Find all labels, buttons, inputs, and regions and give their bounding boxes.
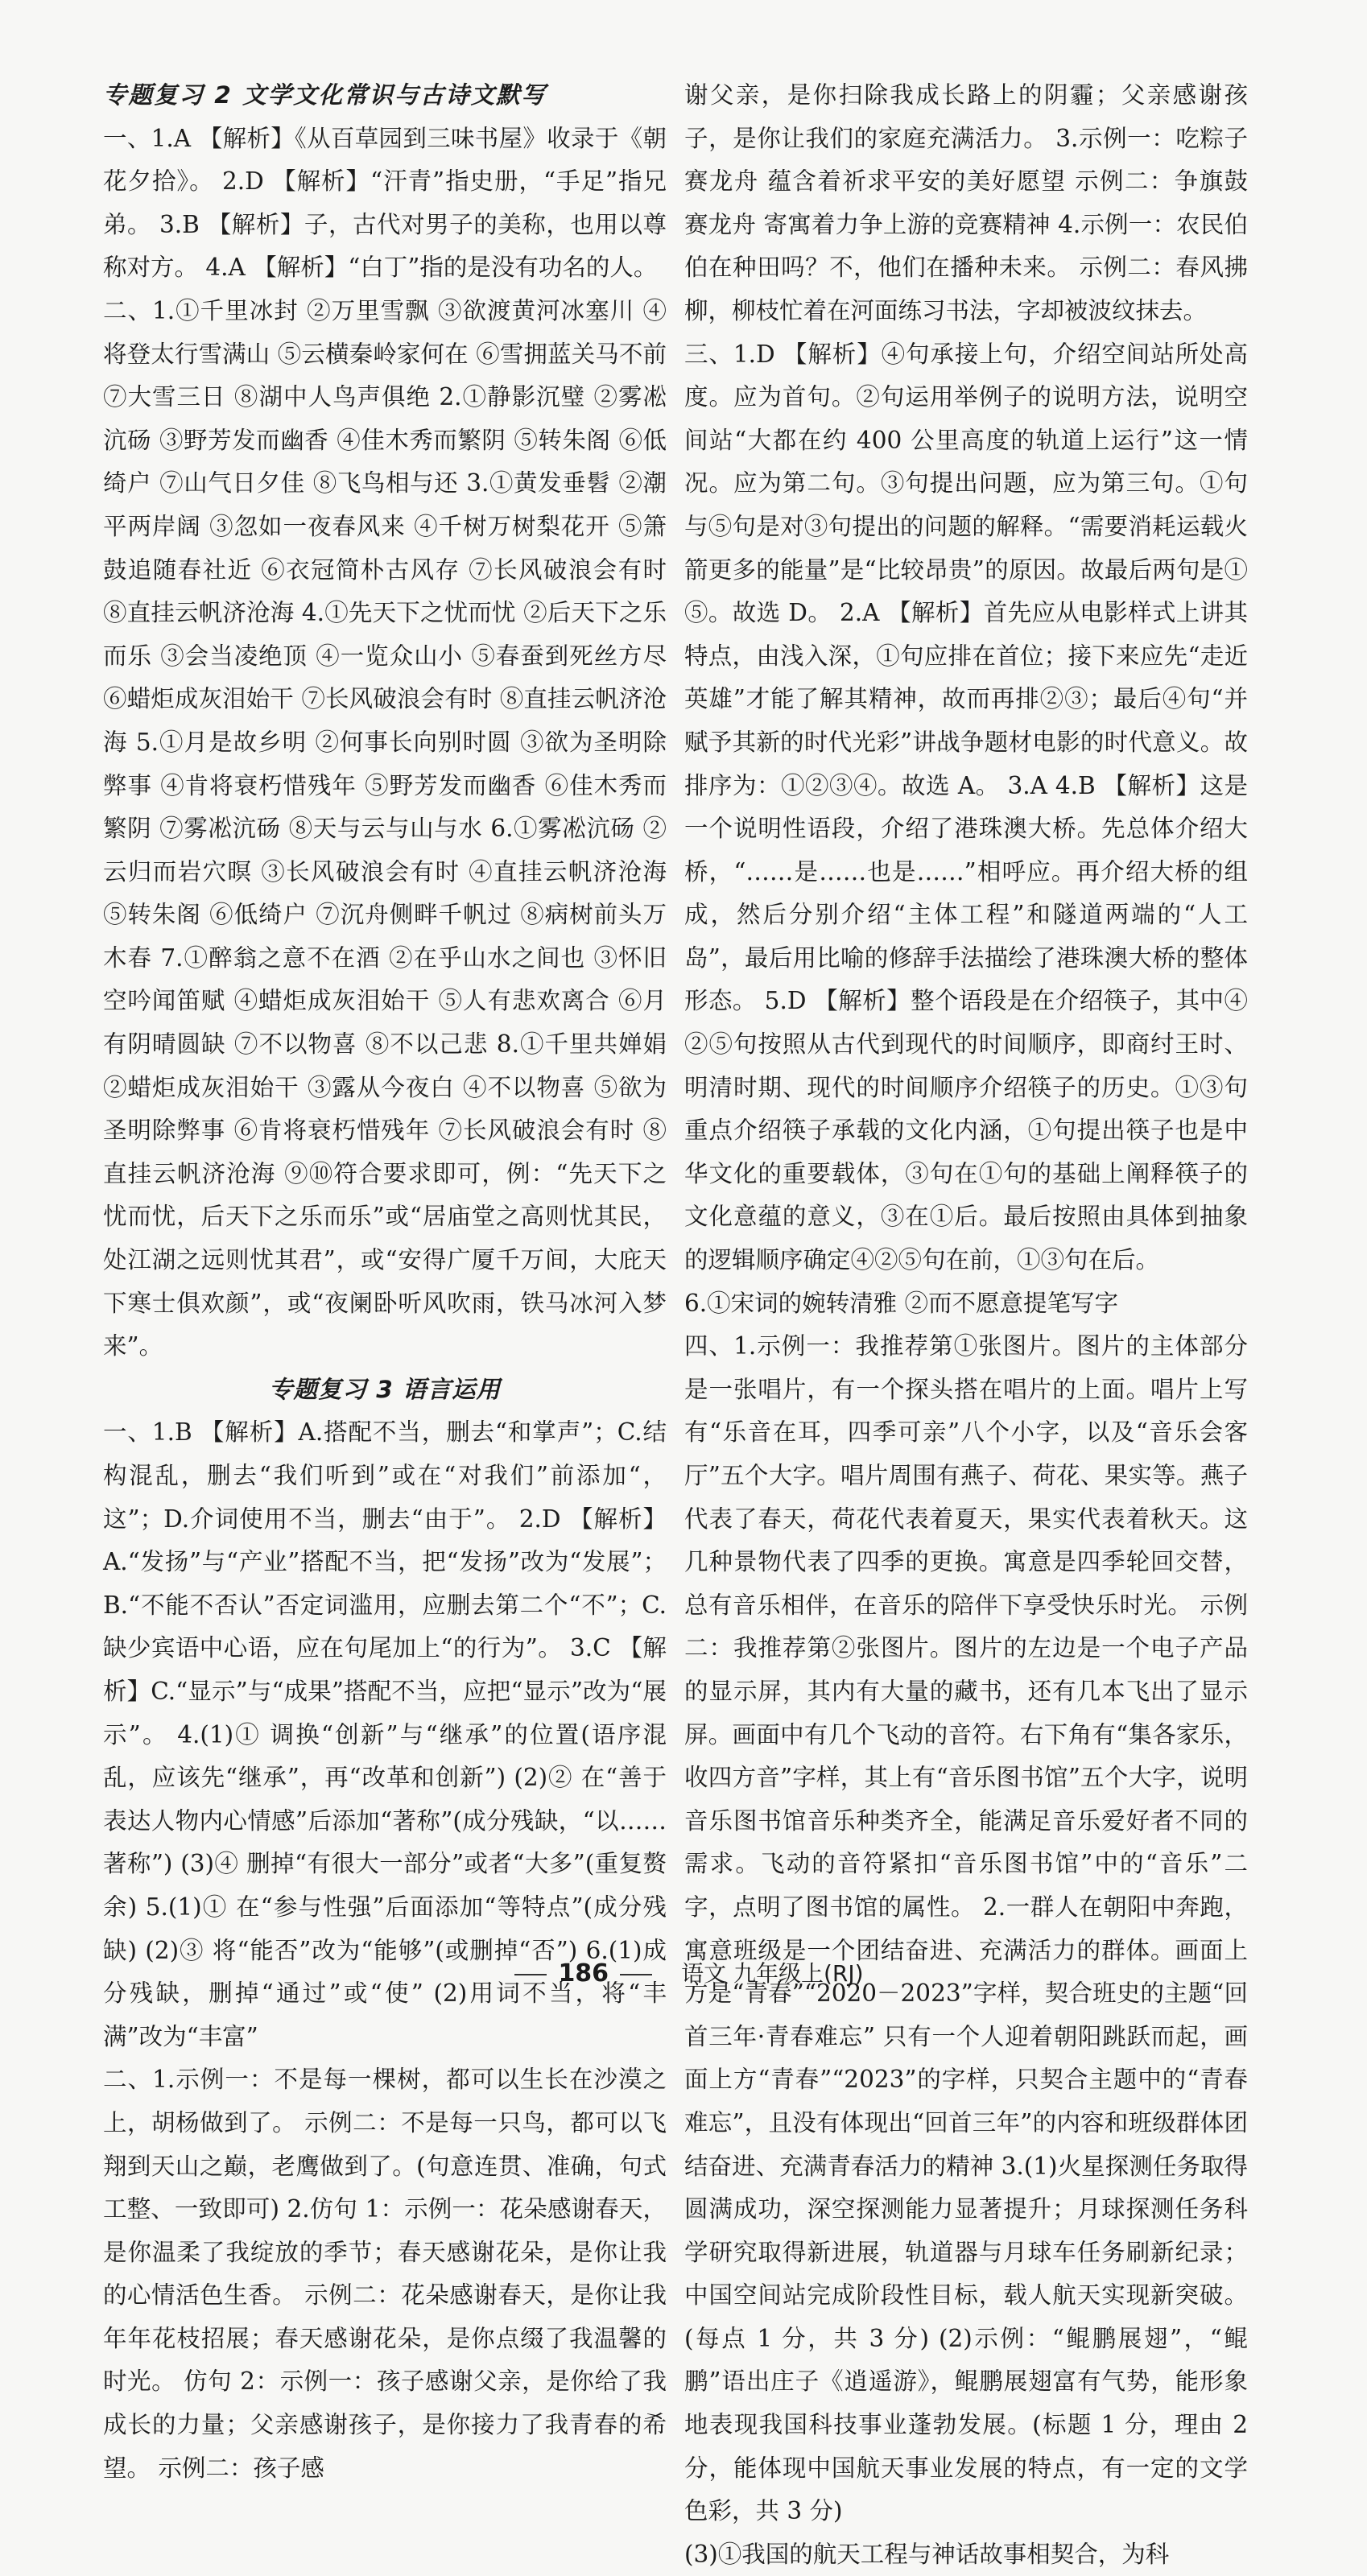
page-number: 186 (558, 1959, 609, 1988)
section2-part2: 二、1.①千里冰封 ②万里雪飘 ③欲渡黄河冰塞川 ④将登太行雪满山 ⑤云横秦岭家何在 ⑥雪拥蓝关马不前 ⑦大雪三日 ⑧湖中人鸟声俱绝 2.①静影沉璧 ②雾凇沆砀 ③野芳发而幽香 ④佳木秀而繁阴 ⑤转朱阁 ⑥低绮户 ⑦山气日夕佳 ⑧飞鸟相与还 3.①黄发垂髫 ②潮平两岸阔 ③忽如一夜春风来 ④千树万树梨花开 ⑤箫鼓追随春社近 ⑥衣冠简朴古风存 ⑦长风破浪会有时 ⑧直挂云帆济沧海 4.①先天下之忧而忧 ②后天下之乐而乐 ③会当凌绝顶 ④一览众山小 ⑤春蚕到死丝方尽 ⑥蜡炬成灰泪始干 ⑦长风破浪会有时 ⑧直挂云帆济沧海 5.①月是故乡明 ②何事长向别时圆 ③欲为圣明除弊事 ④肯将衰朽惜残年 ⑤野芳发而幽香 ⑥佳木秀而繁阴 ⑦雾凇沆砀 ⑧天与云与山与水 6.①雾凇沆砀 ②云归而岩穴暝 ③长风破浪会有时 ④直挂云帆济沧海 ⑤转朱阁 ⑥低绮户 ⑦沉舟侧畔千帆过 ⑧病树前头万木春 7.①醉翁之意不在酒 ②在乎山水之间也 ③怀旧空吟闻笛赋 ④蜡炬成灰泪始干 ⑤人有悲欢离合 ⑥月有阴晴圆缺 ⑦不以物喜 ⑧不以己悲 8.①千里共婵娟 ②蜡炬成灰泪始干 ③露从今夜白 ④不以物喜 ⑤欲为圣明除弊事 ⑥肯将衰朽惜残年 ⑦长风破浪会有时 ⑧直挂云帆济沧海 ⑨⑩符合要求即可，例：“先天下之忧而忧，后天下之乐而乐”或“居庙堂之高则忧其民，处江湖之远则忧其君”，或“安得广厦千万间，大庇天下寒士俱欢颜”，或“夜阑卧听风吹雨，铁马冰河入梦来”。 (103, 296, 667, 1360)
footer-dash-right (620, 1974, 652, 1975)
left-column (103, 74, 667, 2490)
section3-part2: 二、1.示例一：不是每一棵树，都可以生长在沙漠之上，胡杨做到了。 示例二：不是每一只鸟，都可以飞翔到天山之巅，老鹰做到了。(句意连贯、准确，句式工整、一致即可) 2.仿句 1：示例一：花朵感谢春天，是你温柔了我绽放的季节；春天感谢花朵，是你让我的心情活色生香。 示例二：花朵感谢春天，是你让我年年花枝招展；春天感谢花朵，是你点缀了我温馨的时光。 仿句 2：示例一：孩子感谢父亲，是你给了我成长的力量；父亲感谢孩子，是你接力了我青春的希望。 示例二：孩子感 (103, 2066, 667, 2482)
right-column (684, 74, 1248, 2576)
subject-label: 语文 (681, 1960, 727, 1987)
grade-label: 九年级上(RJ) (733, 1960, 864, 1987)
section3-title: 专题复习 3 语言运用 (268, 1375, 502, 1403)
section2-title: 专题复习 2 文学文化常识与古诗文默写 (103, 81, 547, 109)
page-footer (0, 1956, 1367, 1988)
section2-part1: 一、1.A 【解析】《从百草园到三味书屋》收录于《朝花夕拾》。 2.D 【解析】“汗青”指史册，“手足”指兄弟。 3.B 【解析】子，古代对男子的美称，也用以尊称对方。 4.A 【解析】“白丁”指的是没有功名的人。 (103, 124, 667, 282)
right-part1: 谢父亲，是你扫除我成长路上的阴霾；父亲感谢孩子，是你让我们的家庭充满活力。 3.示例一：吃粽子 赛龙舟 蕴含着祈求平安的美好愿望 示例二：争旗鼓 赛龙舟 寄寓着力争上游的竞赛精神 4.示例一：农民伯伯在种田吗？不，他们在播种未来。 示例二：春风拂柳，柳枝忙着在河面练习书法，字却被波纹抹去。 (684, 81, 1248, 324)
right-part4: 四、1.示例一：我推荐第①张图片。图片的主体部分是一张唱片，有一个探头搭在唱片的上面。唱片上写有“乐音在耳，四季可亲”八个小字，以及“音乐会客厅”五个大字。唱片周围有燕子、荷花、果实等。燕子代表了春天，荷花代表着夏天，果实代表着秋天。这几种景物代表了四季的更换。寓意是四季轮回交替，总有音乐相伴，在音乐的陪伴下享受快乐时光。 示例二：我推荐第②张图片。图片的左边是一个电子产品的显示屏，其内有大量的藏书，还有几本飞出了显示屏。画面中有几个飞动的音符。右下角有“集各家乐，收四方音”字样，其上有“音乐图书馆”五个大字，说明音乐图书馆音乐种类齐全，能满足音乐爱好者不同的需求。飞动的音符紧扣“音乐图书馆”中的“音乐”二字，点明了图书馆的属性。 2.一群人在朝阳中奔跑，寓意班级是一个团结奋进、充满活力的群体。画面上方是“青春”“2020－2023”字样，契合班史的主题“回首三年·青春难忘” 只有一个人迎着朝阳跳跃而起，画面上方“青春”“2023”的字样，只契合主题中的“青春难忘”，且没有体现出“回首三年”的内容和班级群体团结奋进、充满青春活力的精神 3.(1)火星探测任务取得圆满成功，深空探测能力显著提升；月球探测任务科学研究取得新进展，轨道器与月球车任务刷新纪录；中国空间站完成阶段性目标，载人航天实现新突破。(每点 1 分，共 3 分) (2)示例：“鲲鹏展翅”，“鲲鹏”语出庄子《逍遥游》，鲲鹏展翅富有气势，能形象地表现我国科技事业蓬勃发展。(标题 1 分，理由 2 分，能体现中国航天事业发展的特点，有一定的文学色彩，共 3 分) (684, 1332, 1248, 2525)
right-part3: 6.①宋词的婉转清雅 ②而不愿意提笔写字 (684, 1289, 1119, 1317)
right-part5: (3)①我国的航天工程与神话故事相契合，为科 (684, 2540, 1170, 2568)
section3-part1: 一、1.B 【解析】A.搭配不当，删去“和掌声”；C.结构混乱，删去“我们听到”或在“对我们”前添加“，这”；D.介词使用不当，删去“由于”。 2.D 【解析】A.“发扬”与“产业”搭配不当，把“发扬”改为“发展”；B.“不能不否认”否定词滥用，应删去第二个“不”；C.缺少宾语中心语，应在句尾加上“的行为”。 3.C 【解析】C.“显示”与“成果”搭配不当，应把“显示”改为“展示”。 4.(1)① 调换“创新”与“继承”的位置(语序混乱，应该先“继承”，再“改革和创新”) (2)② 在“善于表达人物内心情感”后添加“著称”(成分残缺，“以……著称”) (3)④ 删掉“有很大一部分”或者“大多”(重复赘余) 5.(1)① 在“参与性强”后面添加“等特点”(成分残缺) (2)③ 将“能否”改为“能够”(或删掉“否”) 6.(1)成分残缺，删掉“通过”或“使” (2)用词不当，将“丰满”改为“丰富” (103, 1418, 667, 2050)
footer-dash-left (514, 1974, 547, 1975)
right-part2: 三、1.D 【解析】④句承接上句，介绍空间站所处高度。应为首句。②句运用举例子的说明方法，说明空间站“大都在约 400 公里高度的轨道上运行”这一情况。应为第二句。③句提出问题，应为第三句。①句与⑤句是对③句提出的问题的解释。“需要消耗运载火箭更多的能量”是“比较昂贵”的原因。故最后两句是①⑤。故选 D。 2.A 【解析】首先应从电影样式上讲其特点，由浅入深，①句应排在首位；接下来应先“走近英雄”才能了解其精神，故而再排②③；最后④句“并赋予其新的时代光彩”讲战争题材电影的时代意义。故排序为：①②③④。故选 A。 3.A 4.B 【解析】这是一个说明性语段，介绍了港珠澳大桥。先总体介绍大桥，“……是……也是……”相呼应。再介绍大桥的组成，然后分别介绍“主体工程”和隧道两端的“人工岛”，最后用比喻的修辞手法描绘了港珠澳大桥的整体形态。 5.D 【解析】整个语段是在介绍筷子，其中④②⑤句按照从古代到现代的时间顺序，即商纣王时、明清时期、现代的时间顺序介绍筷子的历史。①③句重点介绍筷子承载的文化内涵，①句提出筷子也是中华文化的重要载体，③句在①句的基础上阐释筷子的文化意蕴的意义，③在①后。最后按照由具体到抽象的逻辑顺序确定④②⑤句在前，①③句在后。 (684, 340, 1248, 1274)
